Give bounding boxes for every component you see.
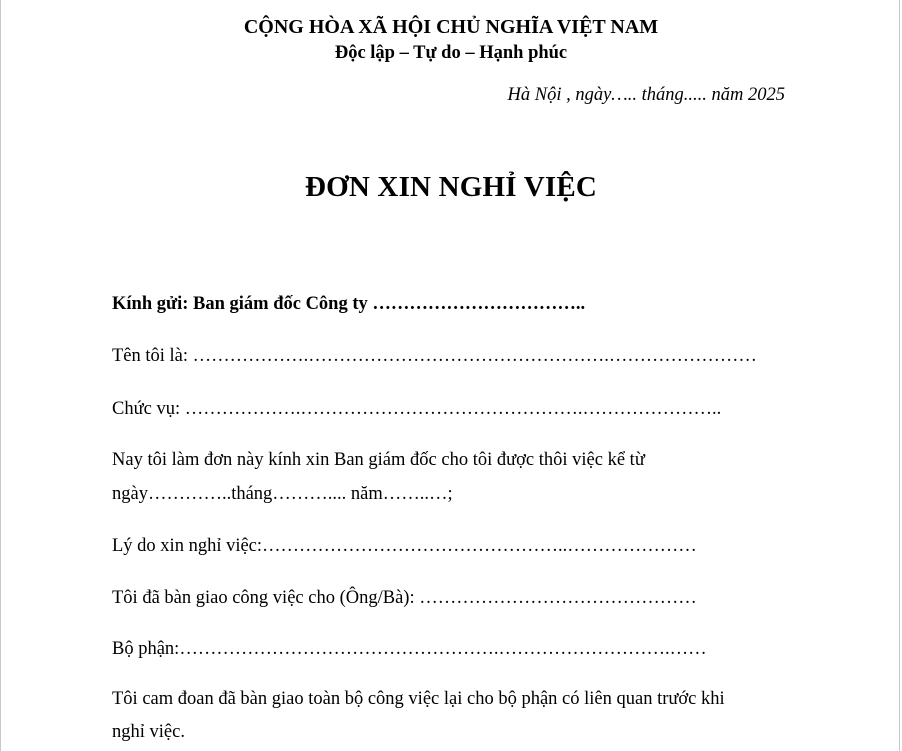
position-line: Chức vụ: ……………….……………………………………….………………….. — [112, 399, 722, 419]
recipient-line: Kính gửi: Ban giám đốc Công ty …………………………….. — [112, 294, 586, 314]
commitment-line-2: nghỉ việc. — [112, 722, 185, 742]
national-title: CỘNG HÒA XÃ HỘI CHỦ NGHĨA VIỆT NAM — [243, 16, 659, 38]
document-title: ĐƠN XIN NGHỈ VIỆC — [304, 171, 598, 203]
national-motto: Độc lập – Tự do – Hạnh phúc — [334, 43, 568, 63]
commitment-line-1: Tôi cam đoan đã bàn giao toàn bộ công việc lại cho bộ phận có liên quan trước khi — [112, 689, 725, 709]
request-line-2: ngày…………..tháng……….... năm……..…; — [112, 484, 453, 504]
reason-line: Lý do xin nghỉ việc:…………………………………………..………………… — [112, 536, 697, 556]
date-line: Hà Nội , ngày….. tháng..... năm 2025 — [507, 85, 785, 105]
name-line: Tên tôi là: ……………….………………………………………….…………………… — [112, 346, 757, 366]
request-line-1: Nay tôi làm đơn này kính xin Ban giám đốc cho tôi được thôi việc kể từ — [112, 450, 645, 470]
handover-line: Tôi đã bàn giao công việc cho (Ông/Bà): ……………………………………… — [112, 588, 697, 608]
department-line: Bộ phận:…………………………………………….……………………….…… — [112, 639, 707, 659]
